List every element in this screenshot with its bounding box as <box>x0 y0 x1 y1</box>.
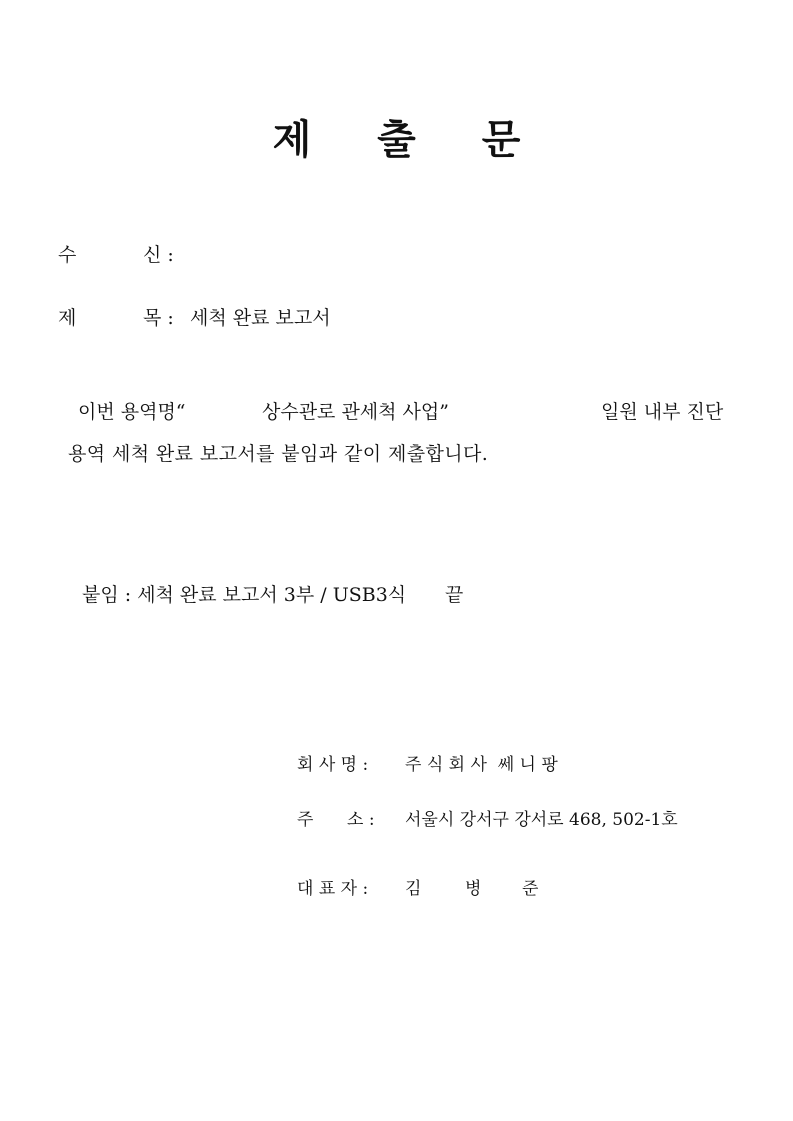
company-address-value: 서울시 강서구 강서로 468, 502-1호 <box>405 810 678 830</box>
company-ceo-value-third: 준 <box>522 879 539 899</box>
subject-label-first: 제 <box>58 307 77 329</box>
body-line2: 용역 세척 완료 보고서를 붙임과 같이 제출합니다. <box>68 443 489 465</box>
company-name-value: 주 식 회 사 쎄 니 팡 <box>405 755 558 775</box>
company-ceo-value-first: 김 <box>405 879 422 899</box>
body-line1-part2: 상수관로 관세척 사업” <box>262 401 449 423</box>
subject-label-second: 목 : <box>143 307 174 329</box>
company-name-label: 회 사 명 : <box>297 755 369 775</box>
subject-value: 세척 완료 보고서 <box>190 307 331 329</box>
body-line1-part1: 이번 용역명“ <box>78 401 186 423</box>
attachment-end: 끝 <box>445 584 464 606</box>
attachment-text: 붙임 : 세척 완료 보고서 3부 / USB3식 <box>82 584 407 606</box>
company-address-label-first: 주 <box>297 810 314 830</box>
company-address-label-second: 소 : <box>347 810 375 830</box>
recipient-label-second: 신 : <box>143 244 174 266</box>
company-ceo-label: 대 표 자 : <box>297 879 369 899</box>
recipient-label-first: 수 <box>58 244 77 266</box>
document-title: 제 출 문 <box>272 117 547 163</box>
company-ceo-value-second: 병 <box>465 879 482 899</box>
body-line1-part3: 일원 내부 진단 <box>601 401 724 423</box>
